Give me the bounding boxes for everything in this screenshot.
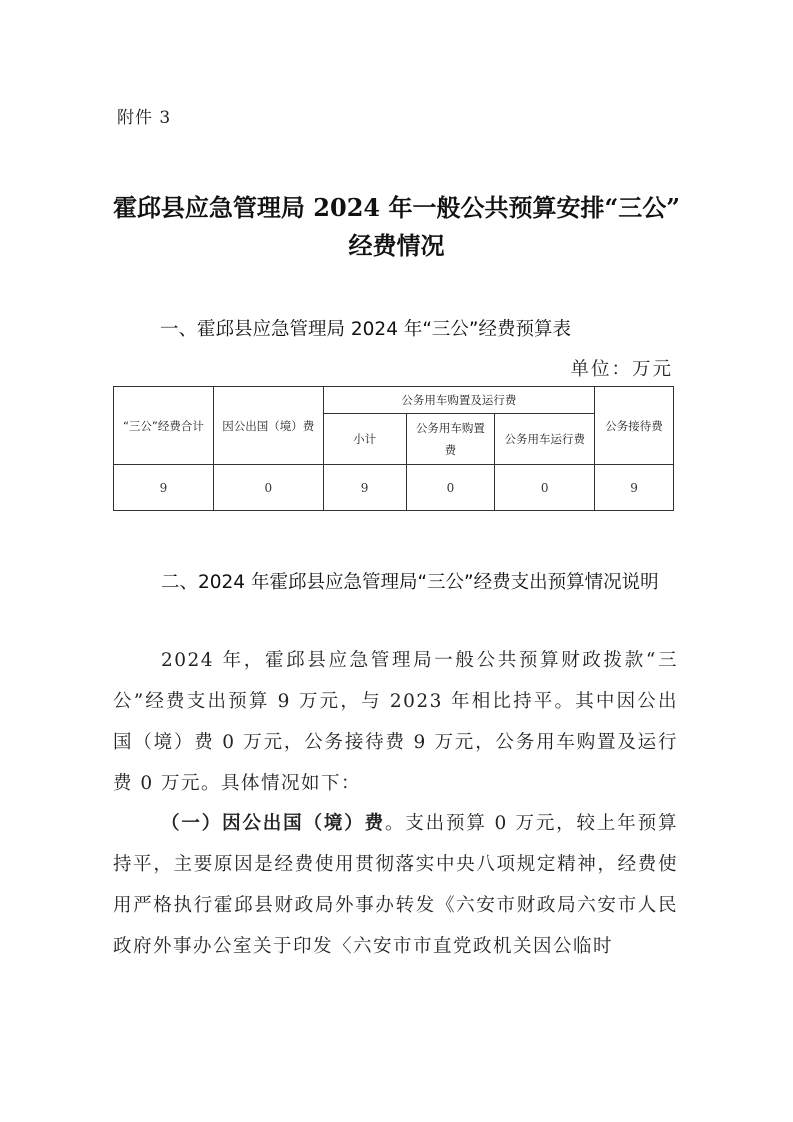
value-reception: 9: [595, 465, 674, 511]
value-abroad: 0: [213, 465, 323, 511]
section1-heading: 一、霍邱县应急管理局 2024 年“三公”经费预算表: [160, 319, 572, 340]
table-row: [114, 465, 674, 511]
document-title-line2: 经费情况: [348, 231, 445, 260]
header-vehicle-operation: 公务用车运行费: [495, 414, 595, 465]
budget-table: [113, 386, 674, 511]
attachment-label: 附件 3: [117, 108, 172, 128]
header-abroad: 因公出国（境）费: [213, 387, 323, 465]
unit-label: 单位：万元: [570, 359, 673, 380]
header-reception: 公务接待费: [595, 387, 674, 465]
header-subtotal: 小计: [323, 414, 406, 465]
value-total: 9: [114, 465, 214, 511]
paragraph-abroad: [113, 803, 678, 967]
header-vehicle-group: 公务用车购置及运行费: [323, 387, 594, 414]
header-vehicle-purchase: 公务用车购置费: [406, 414, 495, 465]
section2-heading: 二、2024 年霍邱县应急管理局“三公”经费支出预算情况说明: [161, 572, 659, 593]
value-vehicle-operation: 0: [495, 465, 595, 511]
table-header-row-1: [114, 387, 674, 414]
document-title-line1: 霍邱县应急管理局 2024 年一般公共预算安排“三公”: [112, 193, 681, 222]
paragraph-abroad-text: 。支出预算 0 万元，较上年预算持平，主要原因是经费使用贯彻落实中央八项规定精神，经费使用严格执行霍邱县财政局外事办转发《六安市财政局六安市人民政府外事办公室关于印发〈六安市市直党政机关因公临时: [113, 813, 678, 957]
paragraph-abroad-lead: （一）因公出国（境）费: [161, 813, 385, 834]
paragraph-summary: 2024 年，霍邱县应急管理局一般公共预算财政拨款“三公”经费支出预算 9 万元，与 2023 年相比持平。其中因公出国（境）费 0 万元，公务接待费 9 万元，公务用车购置及运行费 0 万元。具体情况如下：: [113, 650, 678, 794]
header-total: “三公”经费合计: [114, 387, 214, 465]
value-vehicle-purchase: 0: [406, 465, 495, 511]
value-subtotal: 9: [323, 465, 406, 511]
